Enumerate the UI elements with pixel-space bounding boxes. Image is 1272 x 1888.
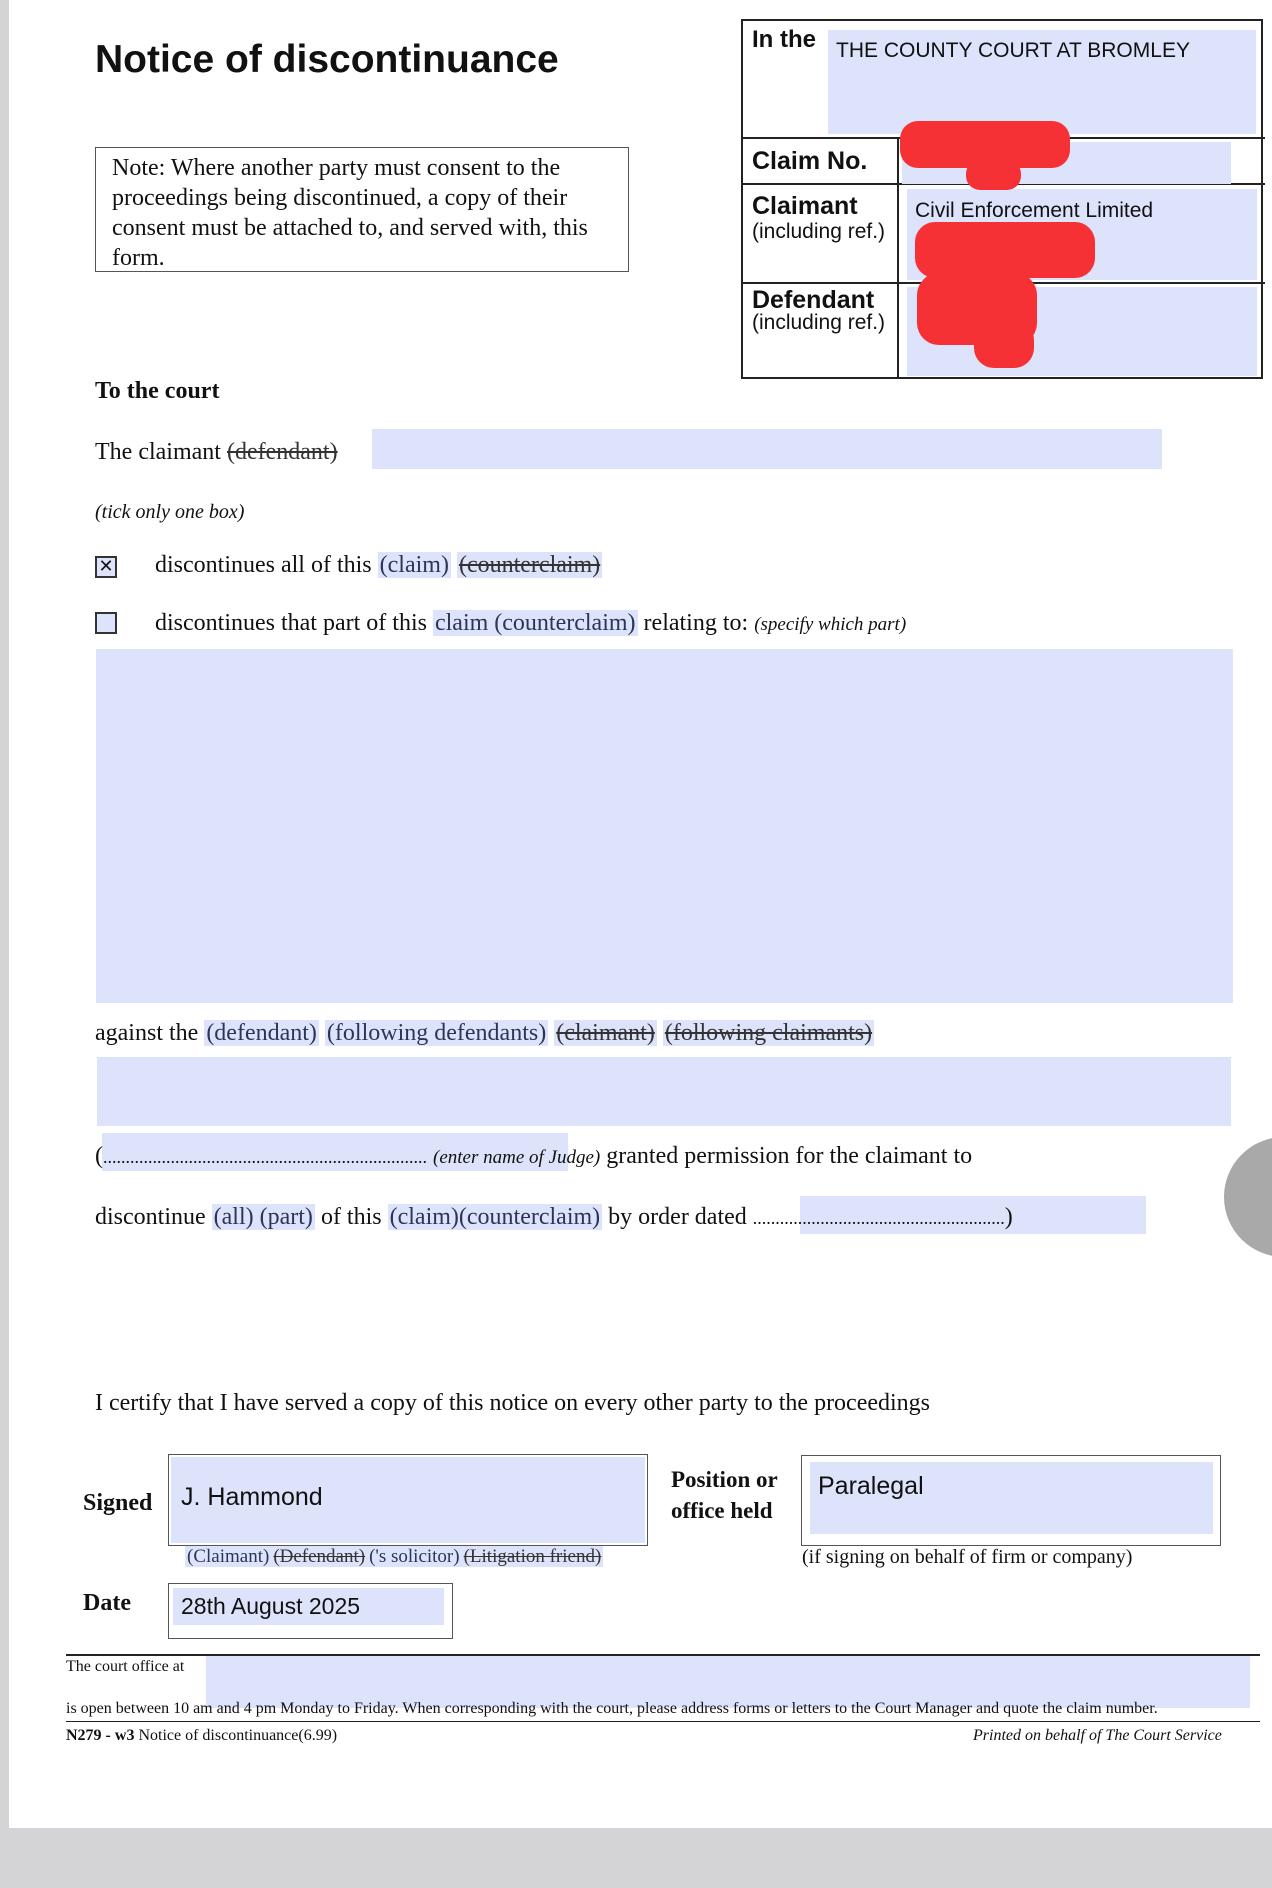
court-name-field[interactable] — [828, 30, 1256, 134]
by-order-text: by order dated — [602, 1204, 753, 1230]
relating-to-text: relating to: — [637, 610, 755, 636]
signature-field[interactable] — [171, 1457, 645, 1543]
position-label-line1: Position or — [671, 1467, 778, 1492]
discontinue-all-checkbox[interactable]: ✕ — [95, 556, 117, 578]
claimant-option-struck[interactable]: (claimant) — [556, 1020, 655, 1046]
discontinue-part-line — [155, 610, 906, 637]
office-hours-text: is open between 10 am and 4 pm Monday to Friday. When corresponding with the court, please address forms or letters to the Court Manager and quote the claim number. — [66, 1700, 1158, 1717]
claimant-label: Claimant — [752, 192, 858, 220]
following-defendants-option[interactable]: (following defendants) — [326, 1020, 547, 1046]
printed-by: Printed on behalf of The Court Service — [973, 1727, 1222, 1744]
redaction-mark — [966, 160, 1021, 190]
date-label: Date — [83, 1590, 131, 1616]
role-solicitor[interactable]: ('s solicitor) — [369, 1546, 460, 1567]
following-claimants-option-struck[interactable]: (following claimants) — [664, 1020, 873, 1046]
granted-permission-text: granted permission for the claimant to — [600, 1143, 973, 1169]
position-label — [671, 1464, 778, 1526]
claimant-name-field[interactable] — [372, 429, 1162, 469]
signed-label: Signed — [83, 1490, 153, 1516]
defendant-ref-label: (including ref.) — [752, 311, 886, 334]
enter-judge-hint: (enter name of Judge) — [433, 1147, 601, 1168]
role-litigation-friend-struck[interactable]: (Litigation friend) — [463, 1546, 602, 1567]
position-note: (if signing on behalf of firm or company) — [802, 1546, 1133, 1568]
document-page — [9, 0, 1272, 1828]
claimant-value: Civil Enforcement Limited — [915, 199, 1154, 222]
redaction-mark — [915, 222, 1095, 278]
claimant-line-text: The claimant — [95, 439, 227, 465]
claimant-ref-label: (including ref.) — [752, 220, 886, 243]
specify-part-hint: (specify which part) — [754, 614, 907, 635]
court-name-value: THE COUNTY COURT AT BROMLEY — [836, 39, 1190, 62]
in-the-label: In the — [752, 26, 816, 53]
judge-permission-line — [95, 1143, 972, 1170]
footer-rule — [66, 1721, 1260, 1722]
parties-field[interactable] — [97, 1057, 1231, 1126]
form-reference — [66, 1727, 337, 1745]
discontinue-text: discontinue — [95, 1204, 212, 1230]
defendant-option[interactable]: (defendant) — [206, 1020, 317, 1046]
signatory-role-line — [185, 1546, 603, 1568]
order-line — [95, 1204, 1013, 1231]
specify-part-field[interactable] — [96, 649, 1233, 1003]
discontinue-part-text: discontinues that part of this — [155, 610, 433, 636]
role-defendant-struck[interactable]: (Defendant) — [273, 1546, 366, 1567]
discontinue-all-line — [155, 552, 602, 579]
claim-counterclaim-option[interactable]: claim (counterclaim) — [434, 610, 636, 636]
against-line — [95, 1020, 874, 1047]
of-this-text: of this — [314, 1204, 388, 1230]
consent-note: Note: Where another party must consent to the proceedings being discontinued, a copy of their consent must be attached to, and served with, this form. — [95, 147, 629, 272]
counterclaim-option-struck[interactable]: (counterclaim) — [458, 552, 601, 578]
discontinue-all-text: discontinues all of this — [155, 552, 378, 578]
claim-option[interactable]: (claim) — [379, 552, 449, 578]
form-code: N279 - w3 — [66, 1727, 135, 1744]
tick-instruction: (tick only one box) — [95, 501, 245, 523]
signature-value: J. Hammond — [181, 1483, 323, 1511]
position-value: Paralegal — [818, 1472, 924, 1500]
form-title: Notice of discontinuance — [95, 38, 559, 81]
against-text: against the — [95, 1020, 205, 1046]
date-field[interactable] — [173, 1588, 444, 1625]
certify-statement: I certify that I have served a copy of this notice on every other party to the proceedings — [95, 1390, 931, 1416]
position-field[interactable] — [810, 1462, 1213, 1534]
role-claimant[interactable]: (Claimant) — [187, 1546, 270, 1567]
judge-open-paren: ( — [95, 1143, 103, 1169]
position-label-line2: office held — [671, 1498, 773, 1523]
order-dots: ........................................................ — [752, 1208, 1005, 1228]
judge-dots: ........................................................................ — [103, 1147, 427, 1167]
all-part-option[interactable]: (all) (part) — [213, 1204, 313, 1230]
defendant-label: Defendant — [752, 286, 875, 314]
claim-no-label: Claim No. — [752, 147, 868, 175]
redaction-mark — [974, 320, 1034, 368]
close-paren: ) — [1004, 1204, 1013, 1230]
claimant-line — [95, 439, 338, 466]
form-name: Notice of discontinuance(6.99) — [134, 1727, 338, 1744]
court-office-label: The court office at — [66, 1658, 185, 1675]
claim-counterclaim-order-option[interactable]: (claim)(counterclaim) — [389, 1204, 601, 1230]
discontinue-part-checkbox[interactable] — [95, 612, 117, 634]
date-value: 28th August 2025 — [181, 1593, 361, 1619]
header-column-divider — [897, 137, 899, 379]
defendant-option-struck[interactable]: (defendant) — [226, 439, 338, 465]
to-court-heading: To the court — [95, 378, 220, 404]
